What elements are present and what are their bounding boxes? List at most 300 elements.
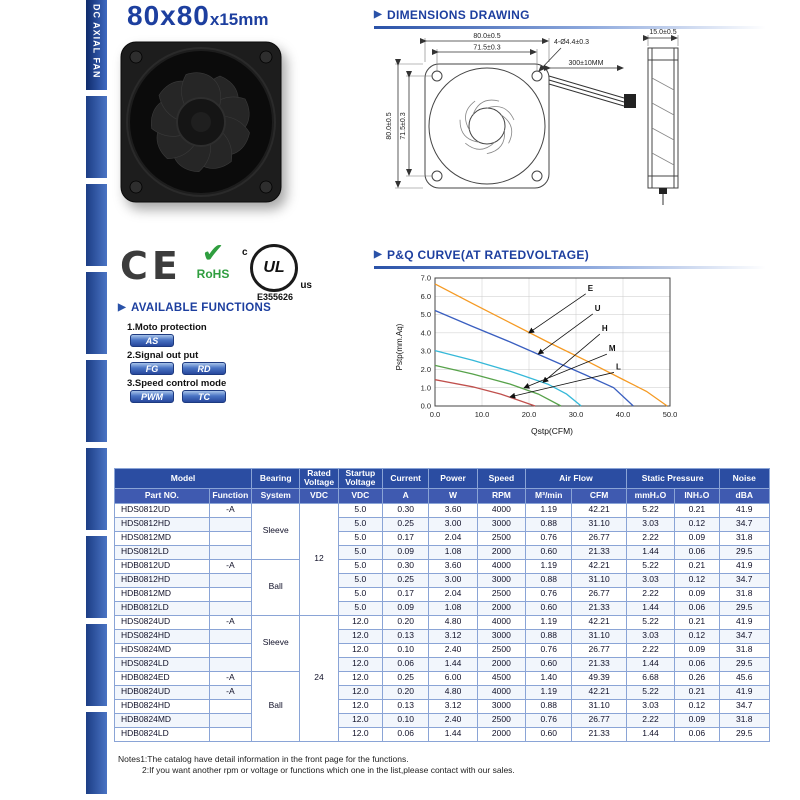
table-group-header: Bearing bbox=[252, 469, 300, 489]
table-cell: 0.06 bbox=[383, 657, 429, 671]
table-cell: 0.26 bbox=[675, 671, 719, 685]
table-cell: 42.21 bbox=[572, 615, 626, 629]
table-cell: 3.60 bbox=[429, 559, 477, 573]
section-title-dimensions: DIMENSIONS DRAWING bbox=[387, 8, 530, 22]
table-cell: 0.17 bbox=[383, 531, 429, 545]
table-cell: 3.03 bbox=[626, 573, 674, 587]
part-no-cell: HDB0812HD bbox=[115, 573, 210, 587]
table-cell: 26.77 bbox=[572, 587, 626, 601]
table-cell: 0.10 bbox=[383, 713, 429, 727]
table-cell: 2500 bbox=[477, 713, 525, 727]
table-cell: 3.03 bbox=[626, 629, 674, 643]
svg-text:50.0: 50.0 bbox=[662, 410, 678, 419]
table-cell: 3.60 bbox=[429, 503, 477, 517]
pq-chart-svg bbox=[390, 272, 690, 444]
table-subheader: A bbox=[383, 488, 429, 503]
table-cell: 31.8 bbox=[719, 587, 770, 601]
dim-holes-label: 4-Ø4.4±0.3 bbox=[554, 39, 589, 46]
table-group-header: Rated Voltage bbox=[300, 469, 338, 489]
table-cell: 0.21 bbox=[675, 615, 719, 629]
function-cell: -A bbox=[209, 559, 251, 573]
svg-text:3.0: 3.0 bbox=[420, 346, 431, 356]
table-cell: 41.9 bbox=[719, 503, 770, 517]
table-cell: 0.20 bbox=[383, 685, 429, 699]
pq-y-axis-label: Pstp(mm.Aq) bbox=[395, 323, 404, 371]
table-cell: 12.0 bbox=[338, 643, 382, 657]
table-cell: 42.21 bbox=[572, 685, 626, 699]
table-cell: 0.12 bbox=[675, 517, 719, 531]
part-no-cell: HDB0812UD bbox=[115, 559, 210, 573]
table-row bbox=[115, 503, 770, 517]
dim-wire-label: 300±10MM bbox=[568, 60, 604, 67]
table-cell: 0.88 bbox=[526, 517, 572, 531]
dimension-lines bbox=[398, 38, 677, 187]
table-cell: 3.00 bbox=[429, 573, 477, 587]
table-cell: 0.30 bbox=[383, 559, 429, 573]
part-no-cell: HDB0824UD bbox=[115, 685, 210, 699]
table-cell: 3.12 bbox=[429, 629, 477, 643]
table-cell: 1.44 bbox=[429, 727, 477, 741]
table-cell: 3.12 bbox=[429, 699, 477, 713]
section-arrow-icon: ▶ bbox=[374, 9, 382, 20]
table-subheader: VDC bbox=[338, 488, 382, 503]
table-cell: 2000 bbox=[477, 657, 525, 671]
table-cell: 0.13 bbox=[383, 629, 429, 643]
svg-text:M: M bbox=[608, 344, 616, 354]
svg-text:6.0: 6.0 bbox=[420, 291, 431, 301]
pq-curve-chart bbox=[390, 272, 690, 449]
table-subheader: System bbox=[252, 488, 300, 503]
ul-us-label: us bbox=[300, 280, 312, 291]
table-subheader: CFM bbox=[572, 488, 626, 503]
svg-text:30.0: 30.0 bbox=[568, 410, 584, 419]
function-cell bbox=[209, 531, 251, 545]
table-cell: 5.22 bbox=[626, 503, 674, 517]
table-cell: 1.44 bbox=[626, 545, 674, 559]
function-cell: -A bbox=[209, 685, 251, 699]
table-cell: 42.21 bbox=[572, 559, 626, 573]
part-no-cell: HDS0812LD bbox=[115, 545, 210, 559]
part-no-cell: HDS0824LD bbox=[115, 657, 210, 671]
table-row bbox=[115, 517, 770, 531]
table-cell: 5.0 bbox=[338, 573, 382, 587]
table-group-header: Power bbox=[429, 469, 477, 489]
fan-photo-drawing bbox=[116, 34, 286, 214]
function-cell bbox=[209, 727, 251, 741]
rohs-mark bbox=[188, 240, 238, 281]
table-cell: 1.19 bbox=[526, 503, 572, 517]
table-cell: 0.09 bbox=[675, 531, 719, 545]
table-cell: 31.10 bbox=[572, 629, 626, 643]
table-cell: 2000 bbox=[477, 727, 525, 741]
ul-letters: UL bbox=[263, 259, 285, 276]
rated-voltage-cell: 12 bbox=[300, 503, 338, 615]
table-cell: 31.8 bbox=[719, 643, 770, 657]
part-no-cell: HDB0824ED bbox=[115, 671, 210, 685]
table-cell: 1.19 bbox=[526, 685, 572, 699]
function-cell bbox=[209, 517, 251, 531]
svg-text:20.0: 20.0 bbox=[521, 410, 537, 419]
table-cell: 0.10 bbox=[383, 643, 429, 657]
table-cell: 26.77 bbox=[572, 713, 626, 727]
table-row bbox=[115, 643, 770, 657]
table-cell: 0.06 bbox=[675, 657, 719, 671]
function-badge-fg: FG bbox=[130, 362, 174, 375]
table-cell: 0.06 bbox=[675, 727, 719, 741]
table-cell: 31.8 bbox=[719, 713, 770, 727]
svg-text:H: H bbox=[601, 324, 608, 334]
table-subheader: Part NO. bbox=[115, 488, 210, 503]
section-title-functions: AVAILABLE FUNCTIONS bbox=[131, 302, 272, 314]
table-cell: 12.0 bbox=[338, 629, 382, 643]
svg-text:0.0: 0.0 bbox=[429, 410, 441, 419]
function-cell bbox=[209, 643, 251, 657]
part-no-cell: HDS0824MD bbox=[115, 643, 210, 657]
table-cell: 3.03 bbox=[626, 699, 674, 713]
table-row bbox=[115, 727, 770, 741]
table-cell: 41.9 bbox=[719, 615, 770, 629]
rated-voltage-cell: 24 bbox=[300, 615, 338, 741]
table-cell: 1.44 bbox=[626, 727, 674, 741]
table-cell: 4500 bbox=[477, 671, 525, 685]
table-cell: 4000 bbox=[477, 685, 525, 699]
table-cell: 0.17 bbox=[383, 587, 429, 601]
table-group-header: Static Pressure bbox=[626, 469, 719, 489]
dim-thickness-label: 15.0±0.5 bbox=[649, 29, 677, 36]
table-cell: 12.0 bbox=[338, 657, 382, 671]
table-cell: 5.22 bbox=[626, 685, 674, 699]
section-underline bbox=[374, 266, 766, 269]
table-subheader: VDC bbox=[300, 488, 338, 503]
table-cell: 31.10 bbox=[572, 573, 626, 587]
table-cell: 0.12 bbox=[675, 629, 719, 643]
bearing-cell: Sleeve bbox=[252, 503, 300, 559]
svg-text:2.0: 2.0 bbox=[420, 365, 431, 375]
table-cell: 26.77 bbox=[572, 643, 626, 657]
table-cell: 3000 bbox=[477, 573, 525, 587]
table-cell: 34.7 bbox=[719, 629, 770, 643]
spec-table-wrap bbox=[114, 468, 770, 742]
table-group-header: Air Flow bbox=[526, 469, 627, 489]
table-group-header: Model bbox=[115, 469, 252, 489]
table-row bbox=[115, 713, 770, 727]
table-cell: 0.25 bbox=[383, 517, 429, 531]
table-row bbox=[115, 573, 770, 587]
table-cell: 31.10 bbox=[572, 699, 626, 713]
table-cell: 6.68 bbox=[626, 671, 674, 685]
table-cell: 0.76 bbox=[526, 713, 572, 727]
table-cell: 2.22 bbox=[626, 531, 674, 545]
table-cell: 0.88 bbox=[526, 629, 572, 643]
svg-text:L: L bbox=[615, 362, 621, 372]
table-cell: 2500 bbox=[477, 531, 525, 545]
table-cell: 31.8 bbox=[719, 531, 770, 545]
function-badge-tc: TC bbox=[182, 390, 226, 403]
wire-connector bbox=[624, 94, 636, 108]
table-subheader: RPM bbox=[477, 488, 525, 503]
table-row bbox=[115, 685, 770, 699]
table-row bbox=[115, 531, 770, 545]
table-cell: 2.22 bbox=[626, 587, 674, 601]
table-cell: 4.80 bbox=[429, 685, 477, 699]
svg-text:40.0: 40.0 bbox=[615, 410, 631, 419]
table-cell: 0.09 bbox=[383, 601, 429, 615]
part-no-cell: HDS0824HD bbox=[115, 629, 210, 643]
table-group-header: Noise bbox=[719, 469, 770, 489]
section-arrow-icon: ▶ bbox=[118, 302, 126, 313]
table-cell: 4000 bbox=[477, 615, 525, 629]
side-connector bbox=[659, 188, 667, 194]
table-cell: 0.76 bbox=[526, 531, 572, 545]
table-cell: 0.20 bbox=[383, 615, 429, 629]
table-cell: 21.33 bbox=[572, 601, 626, 615]
table-cell: 0.60 bbox=[526, 601, 572, 615]
table-cell: 0.12 bbox=[675, 573, 719, 587]
function-cell: -A bbox=[209, 671, 251, 685]
sidebar-decoration bbox=[86, 96, 107, 800]
table-group-header: Startup Voltage bbox=[338, 469, 382, 489]
sidebar-banner-label: DC AXIAL FAN bbox=[91, 4, 102, 79]
table-cell: 0.25 bbox=[383, 671, 429, 685]
function-cell bbox=[209, 629, 251, 643]
ul-file-number: E355626 bbox=[256, 292, 294, 302]
svg-text:5.0: 5.0 bbox=[420, 310, 431, 320]
table-cell: 29.5 bbox=[719, 727, 770, 741]
function-item-1: 1.Moto protection bbox=[127, 322, 207, 333]
table-cell: 2.40 bbox=[429, 643, 477, 657]
section-header-pq-curve bbox=[374, 248, 589, 262]
bearing-cell: Ball bbox=[252, 671, 300, 741]
table-cell: 0.30 bbox=[383, 503, 429, 517]
table-subheader: dBA bbox=[719, 488, 770, 503]
table-subheader: mmH₂O bbox=[626, 488, 674, 503]
table-cell: 0.13 bbox=[383, 699, 429, 713]
table-cell: 3000 bbox=[477, 629, 525, 643]
table-cell: 2.22 bbox=[626, 713, 674, 727]
table-cell: 2.22 bbox=[626, 643, 674, 657]
table-cell: 0.60 bbox=[526, 657, 572, 671]
table-subheader: INH₂O bbox=[675, 488, 719, 503]
function-cell bbox=[209, 657, 251, 671]
table-cell: 41.9 bbox=[719, 559, 770, 573]
table-cell: 42.21 bbox=[572, 503, 626, 517]
table-cell: 3000 bbox=[477, 699, 525, 713]
table-cell: 5.22 bbox=[626, 559, 674, 573]
part-no-cell: HDB0824LD bbox=[115, 727, 210, 741]
table-cell: 2000 bbox=[477, 601, 525, 615]
table-cell: 12.0 bbox=[338, 713, 382, 727]
spec-table bbox=[114, 468, 770, 742]
table-cell: 0.21 bbox=[675, 685, 719, 699]
part-no-cell: HDB0824HD bbox=[115, 699, 210, 713]
table-row bbox=[115, 587, 770, 601]
dimensions-svg bbox=[378, 28, 770, 233]
table-cell: 34.7 bbox=[719, 517, 770, 531]
table-row bbox=[115, 629, 770, 643]
table-cell: 4000 bbox=[477, 559, 525, 573]
table-subheader: Function bbox=[209, 488, 251, 503]
dimensions-drawing bbox=[378, 28, 770, 238]
table-cell: 6.00 bbox=[429, 671, 477, 685]
dimension-extension-lines bbox=[395, 38, 549, 188]
part-no-cell: HDB0824MD bbox=[115, 713, 210, 727]
table-cell: 5.0 bbox=[338, 517, 382, 531]
table-cell: 0.60 bbox=[526, 727, 572, 741]
table-cell: 5.0 bbox=[338, 601, 382, 615]
bearing-cell: Ball bbox=[252, 559, 300, 615]
part-no-cell: HDB0812LD bbox=[115, 601, 210, 615]
table-cell: 29.5 bbox=[719, 657, 770, 671]
function-cell bbox=[209, 587, 251, 601]
table-cell: 2500 bbox=[477, 587, 525, 601]
table-cell: 2000 bbox=[477, 545, 525, 559]
table-row bbox=[115, 615, 770, 629]
table-row bbox=[115, 671, 770, 685]
table-cell: 29.5 bbox=[719, 545, 770, 559]
table-row bbox=[115, 559, 770, 573]
table-cell: 21.33 bbox=[572, 727, 626, 741]
section-header-dimensions bbox=[374, 8, 530, 22]
function-cell bbox=[209, 699, 251, 713]
svg-text:10.0: 10.0 bbox=[474, 410, 490, 419]
sidebar-banner bbox=[86, 0, 107, 90]
table-cell: 45.6 bbox=[719, 671, 770, 685]
function-item-3: 3.Speed control mode bbox=[127, 378, 227, 389]
section-title-pq-curve: P&Q CURVE(AT RATEDVOLTAGE) bbox=[387, 248, 590, 262]
table-row bbox=[115, 657, 770, 671]
function-badge-pwm: PWM bbox=[130, 390, 174, 403]
table-cell: 12.0 bbox=[338, 727, 382, 741]
function-cell bbox=[209, 601, 251, 615]
svg-text:E: E bbox=[587, 283, 594, 293]
ul-canada-label: c bbox=[242, 247, 248, 258]
table-cell: 1.40 bbox=[526, 671, 572, 685]
table-cell: 3000 bbox=[477, 517, 525, 531]
table-cell: 26.77 bbox=[572, 531, 626, 545]
page-title-depth: x15mm bbox=[209, 10, 269, 29]
part-no-cell: HDS0824UD bbox=[115, 615, 210, 629]
table-cell: 12.0 bbox=[338, 699, 382, 713]
table-cell: 5.0 bbox=[338, 531, 382, 545]
table-cell: 49.39 bbox=[572, 671, 626, 685]
table-cell: 0.09 bbox=[675, 713, 719, 727]
table-cell: 0.09 bbox=[383, 545, 429, 559]
note-line-1: Notes1:The catalog have detail information in the front page for the functions. bbox=[118, 754, 409, 764]
table-cell: 1.19 bbox=[526, 559, 572, 573]
function-cell: -A bbox=[209, 615, 251, 629]
function-badge-rd: RD bbox=[182, 362, 226, 375]
table-cell: 1.08 bbox=[429, 601, 477, 615]
table-cell: 2.40 bbox=[429, 713, 477, 727]
table-cell: 0.09 bbox=[675, 643, 719, 657]
table-cell: 0.88 bbox=[526, 573, 572, 587]
table-cell: 1.44 bbox=[626, 657, 674, 671]
table-cell: 5.0 bbox=[338, 559, 382, 573]
svg-text:U: U bbox=[594, 303, 601, 313]
table-row bbox=[115, 699, 770, 713]
table-cell: 4000 bbox=[477, 503, 525, 517]
table-cell: 34.7 bbox=[719, 573, 770, 587]
table-group-header: Current bbox=[383, 469, 429, 489]
table-group-header: Speed bbox=[477, 469, 525, 489]
function-cell bbox=[209, 545, 251, 559]
table-cell: 0.09 bbox=[675, 587, 719, 601]
dim-width-label: 80.0±0.5 bbox=[473, 33, 501, 40]
table-cell: 3.00 bbox=[429, 517, 477, 531]
table-cell: 0.21 bbox=[675, 503, 719, 517]
lead-wires bbox=[549, 76, 624, 106]
dim-height-label: 80.0±0.5 bbox=[386, 112, 393, 140]
side-view bbox=[648, 48, 678, 188]
rohs-label: RoHS bbox=[196, 267, 230, 281]
dim-pitch-v-label: 71.5±0.3 bbox=[400, 112, 407, 140]
function-badge-as: AS bbox=[130, 334, 174, 347]
note-line-2: 2:If you want another rpm or voltage or functions which one in the list,please contact with our sales. bbox=[142, 765, 515, 775]
table-subheader: M³/min bbox=[526, 488, 572, 503]
part-no-cell: HDS0812HD bbox=[115, 517, 210, 531]
part-no-cell: HDS0812UD bbox=[115, 503, 210, 517]
function-cell bbox=[209, 573, 251, 587]
table-cell: 0.76 bbox=[526, 587, 572, 601]
table-cell: 2500 bbox=[477, 643, 525, 657]
table-cell: 1.08 bbox=[429, 545, 477, 559]
table-cell: 1.44 bbox=[626, 601, 674, 615]
table-row bbox=[115, 545, 770, 559]
mounting-holes bbox=[432, 71, 542, 181]
dim-pitch-h-label: 71.5±0.3 bbox=[473, 44, 501, 52]
function-cell bbox=[209, 713, 251, 727]
table-subheader: W bbox=[429, 488, 477, 503]
svg-text:0.0: 0.0 bbox=[420, 401, 431, 411]
spec-table-body bbox=[115, 503, 770, 741]
holes-leader-line bbox=[539, 48, 561, 71]
table-cell: 41.9 bbox=[719, 685, 770, 699]
part-no-cell: HDB0812MD bbox=[115, 587, 210, 601]
table-cell: 2.04 bbox=[429, 587, 477, 601]
fan-product-photo bbox=[116, 34, 286, 219]
table-cell: 3.03 bbox=[626, 517, 674, 531]
table-cell: 4.80 bbox=[429, 615, 477, 629]
table-cell: 34.7 bbox=[719, 699, 770, 713]
page-title-size: 80x80 bbox=[127, 0, 210, 31]
part-no-cell: HDS0812MD bbox=[115, 531, 210, 545]
rohs-check-icon: ✔ bbox=[201, 238, 225, 268]
front-view bbox=[425, 64, 549, 188]
table-cell: 0.21 bbox=[675, 559, 719, 573]
table-cell: 0.88 bbox=[526, 699, 572, 713]
svg-text:4.0: 4.0 bbox=[420, 328, 431, 338]
table-cell: 12.0 bbox=[338, 685, 382, 699]
pq-x-axis-label: Qstp(CFM) bbox=[530, 426, 574, 436]
page-title bbox=[127, 0, 268, 32]
table-cell: 5.0 bbox=[338, 503, 382, 517]
table-row bbox=[115, 601, 770, 615]
table-cell: 1.44 bbox=[429, 657, 477, 671]
function-cell: -A bbox=[209, 503, 251, 517]
svg-text:7.0: 7.0 bbox=[420, 273, 431, 283]
table-cell: 31.10 bbox=[572, 517, 626, 531]
table-cell: 21.33 bbox=[572, 545, 626, 559]
table-cell: 1.19 bbox=[526, 615, 572, 629]
function-item-2: 2.Signal out put bbox=[127, 350, 199, 361]
table-cell: 5.0 bbox=[338, 545, 382, 559]
svg-text:1.0: 1.0 bbox=[420, 383, 431, 393]
table-cell: 0.06 bbox=[383, 727, 429, 741]
table-cell: 12.0 bbox=[338, 671, 382, 685]
ce-mark: CE bbox=[120, 244, 182, 288]
table-cell: 0.06 bbox=[675, 545, 719, 559]
table-cell: 0.60 bbox=[526, 545, 572, 559]
